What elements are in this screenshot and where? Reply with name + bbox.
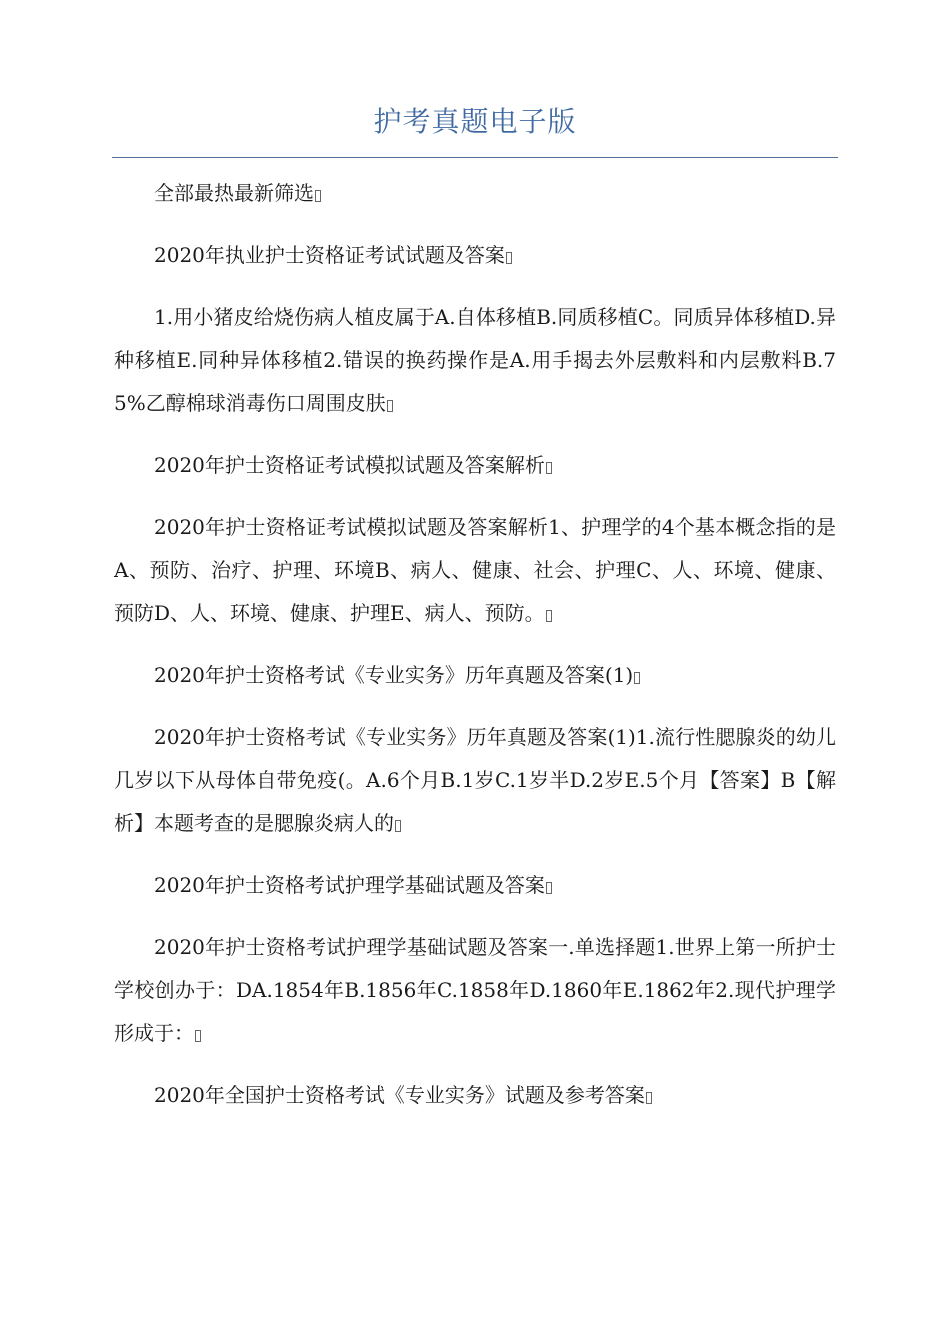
- line-end-marker-icon: [315, 190, 321, 202]
- item-heading: [114, 444, 836, 487]
- line-end-marker-icon: [546, 610, 552, 622]
- item-summary-text: 1.用小猪皮给烧伤病人植皮属于A.自体移植B.同质移植C。同质异体移植D.异种移植E.同种异体移植2.错误的换药操作是A.用手揭去外层敷料和内层敷料B.75%乙醇棉球消毒伤口周围皮肤: [114, 305, 836, 415]
- line-end-marker-icon: [546, 882, 552, 894]
- item-heading: [114, 654, 836, 697]
- document-title: 护考真题电子版: [373, 105, 577, 138]
- document-body: [114, 172, 836, 1136]
- filter-text: 全部最热最新筛选: [154, 181, 314, 205]
- item-summary-text: 2020年护士资格证考试模拟试题及答案解析1、护理学的4个基本概念指的是A、预防、治疗、护理、环境B、病人、健康、社会、护理C、人、环境、健康、预防D、人、环境、健康、护理E、病人、预防。: [114, 515, 836, 625]
- item-summary: [114, 296, 836, 425]
- title-divider: [112, 157, 838, 158]
- item-summary: [114, 716, 836, 845]
- item-heading: [114, 234, 836, 277]
- item-heading-text: 2020年护士资格考试《专业实务》历年真题及答案(1): [154, 663, 634, 687]
- item-heading-text: 2020年护士资格考试护理学基础试题及答案: [154, 873, 545, 897]
- item-heading: [114, 1074, 836, 1117]
- line-end-marker-icon: [646, 1092, 652, 1104]
- line-end-marker-icon: [506, 252, 512, 264]
- item-summary-text: 2020年护士资格考试护理学基础试题及答案一.单选择题1.世界上第一所护士学校创办于：DA.1854年B.1856年C.1858年D.1860年E.1862年2.现代护理学形成于：: [114, 935, 836, 1045]
- filter-bar: [114, 172, 836, 215]
- line-end-marker-icon: [387, 400, 393, 412]
- item-summary: [114, 926, 836, 1055]
- line-end-marker-icon: [395, 820, 401, 832]
- line-end-marker-icon: [546, 462, 552, 474]
- item-summary: [114, 506, 836, 635]
- line-end-marker-icon: [195, 1030, 201, 1042]
- item-summary-text: 2020年护士资格考试《专业实务》历年真题及答案(1)1.流行性腮腺炎的幼儿几岁以下从母体自带免疫(。A.6个月B.1岁C.1岁半D.2岁E.5个月【答案】B【解析】本题考查的是腮腺炎病人的: [114, 725, 836, 835]
- item-heading-text: 2020年执业护士资格证考试试题及答案: [154, 243, 505, 267]
- line-end-marker-icon: [634, 672, 640, 684]
- item-heading: [114, 864, 836, 907]
- item-heading-text: 2020年护士资格证考试模拟试题及答案解析: [154, 453, 545, 477]
- item-heading-text: 2020年全国护士资格考试《专业实务》试题及参考答案: [154, 1083, 645, 1107]
